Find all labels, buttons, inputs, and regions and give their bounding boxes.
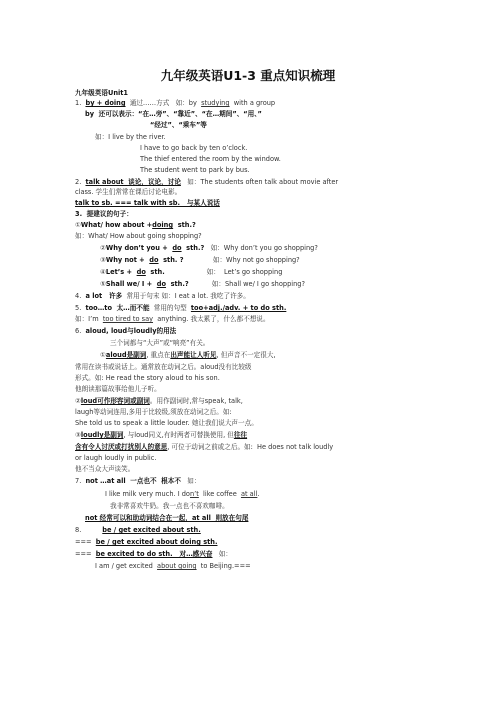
text-segment: I like milk very much. I do: [105, 490, 190, 498]
text-segment: 3. 提建议的句子：: [75, 210, 133, 218]
text-line: [0, 110, 496, 119]
text-segment: a lot 许多: [85, 292, 123, 300]
text-segment: do: [156, 280, 167, 288]
text-line: [0, 514, 496, 523]
text-line: [0, 408, 496, 417]
text-segment: ⑤: [100, 280, 106, 288]
text-line: [0, 166, 496, 175]
text-segment: 如：Why not go shopping?: [183, 256, 300, 264]
text-segment: 他不当众大声谈笑。: [75, 465, 135, 473]
text-segment: too+adj./adv. + to do sth.: [190, 304, 287, 312]
text-segment: or laugh loudly in public.: [75, 454, 157, 462]
text-segment: aloud是副词: [105, 351, 147, 359]
text-segment: 如：I live by the river.: [95, 133, 166, 141]
text-segment: She told us to speak a little louder. 她让我们说大声一点。: [75, 419, 258, 427]
text-segment: 出声能让人听见: [170, 351, 217, 359]
text-segment: 常用在读书或说话上。通常放在动词之后。aloud没有比较级: [75, 363, 252, 371]
text-segment: 4.: [75, 292, 86, 300]
text-line: [0, 562, 496, 571]
text-segment: , 但声音不一定很大,: [216, 351, 276, 359]
text-line: [0, 89, 496, 98]
text-segment: The thief entered the room by the window.: [140, 155, 281, 163]
text-segment: loud可作形容词或副词: [80, 397, 150, 405]
text-line: [0, 292, 496, 301]
text-segment: loudly是副词: [80, 431, 124, 439]
text-segment: class. 学生们常常在课后讨论电影。: [75, 188, 182, 196]
text-line: [0, 550, 496, 559]
text-segment: do: [136, 268, 146, 276]
text-segment: 如：Shall we/ I go shopping?: [188, 280, 305, 288]
text-line: [0, 443, 496, 452]
text-segment: 如：: [212, 550, 232, 558]
text-segment: 如： Let’s go shopping: [164, 268, 283, 276]
text-segment: ③: [100, 256, 106, 264]
text-line: [0, 397, 496, 406]
text-segment: sth. ?: [158, 256, 184, 264]
text-segment: 三个词都与“大声”或“响亮”有关。: [110, 339, 210, 347]
text-line: [0, 454, 496, 463]
text-segment: ①: [100, 351, 106, 359]
text-segment: 九年级英语Unit1: [75, 89, 129, 97]
text-segment: ②: [75, 397, 81, 405]
text-line: [0, 188, 496, 197]
text-segment: “经过”、“乘车”等: [150, 121, 207, 129]
text-line: [0, 199, 496, 208]
text-line: [0, 133, 496, 142]
text-segment: do: [149, 256, 159, 264]
text-segment: like coffee: [198, 490, 241, 498]
text-line: [0, 144, 496, 153]
text-segment: be excited to do sth. 对…感兴奋: [95, 550, 213, 558]
text-segment: laugh等动词连用,多用于比较级,须放在动词之后。如:: [75, 408, 232, 416]
text-line: [0, 155, 496, 164]
text-line: [0, 490, 496, 499]
text-line: [0, 268, 496, 277]
text-segment: not 经常可以和助动词结合在一起，at all 则放在句尾: [85, 514, 249, 522]
text-segment: 他朗读那篇故事给他儿子听。: [75, 385, 161, 393]
text-segment: Let’s +: [105, 268, 137, 276]
text-segment: ③: [75, 431, 81, 439]
text-segment: , 与loud同义,有时两者可替换使用, 但: [123, 431, 234, 439]
text-segment: too tired to say: [102, 315, 154, 323]
text-segment: 2.: [75, 178, 86, 186]
text-segment: What/ how about +: [80, 221, 153, 229]
text-segment: sth.?: [166, 280, 189, 288]
text-segment: Why not +: [105, 256, 150, 264]
text-line: [0, 304, 496, 313]
text-segment: 常用于句末 如：I eat a lot. 我吃了许多。: [122, 292, 250, 300]
text-segment: 通过……方式 如：by: [125, 99, 202, 107]
text-segment: do: [172, 244, 182, 252]
text-segment: with a group: [229, 99, 276, 107]
text-segment: 如：The students often talk about movie after: [180, 178, 339, 186]
text-segment: to Beijing.===: [196, 562, 251, 570]
text-segment: about going: [157, 562, 197, 570]
text-line: [0, 431, 496, 440]
text-segment: 如：Why don’t you go shopping?: [204, 244, 318, 252]
text-line: [0, 538, 496, 547]
text-segment: not …at all 一点也不 根本不: [85, 477, 181, 485]
text-segment: be / get excited about sth.: [102, 526, 201, 534]
text-segment: 往往: [233, 431, 248, 439]
text-segment: 如：What/ How about going shopping?: [75, 232, 202, 240]
text-line: [0, 256, 496, 265]
text-line: [0, 385, 496, 394]
text-segment: at all: [240, 490, 258, 498]
text-line: [0, 526, 496, 535]
text-segment: 。用作副词时,常与speak, talk,: [149, 397, 243, 405]
text-segment: sth.?: [173, 221, 196, 229]
text-segment: Shall we/ I +: [105, 280, 157, 288]
text-segment: 含有令人讨厌或打扰别人的意思: [75, 443, 168, 451]
text-line: [0, 178, 496, 187]
text-segment: The student went to park by bus.: [140, 166, 250, 174]
text-segment: 如：: [180, 477, 201, 485]
text-segment: be / get excited about doing sth.: [95, 538, 218, 546]
text-segment: ===: [75, 550, 96, 558]
text-segment: talk to sb. === talk with sb. 与某人说话: [75, 199, 220, 207]
text-segment: ②: [100, 244, 106, 252]
text-line: [0, 502, 496, 511]
text-segment: Why don’t you +: [105, 244, 173, 252]
text-line: [0, 244, 496, 253]
text-segment: talk about 谈论，议论，讨论: [85, 178, 181, 186]
text-segment: aloud, loud与loudly的用法: [85, 327, 177, 335]
text-line: [0, 374, 496, 383]
text-line: [0, 363, 496, 372]
text-line: [0, 99, 496, 108]
text-segment: too…to 太…而不能: [85, 304, 150, 312]
text-segment: by + doing: [85, 99, 126, 107]
text-segment: sth.?: [181, 244, 205, 252]
text-segment: , 重点在: [146, 351, 171, 359]
text-line: [0, 280, 496, 289]
text-segment: I have to go back by ten o’clock.: [140, 144, 248, 152]
text-line: [0, 419, 496, 428]
text-segment: ===: [75, 538, 96, 546]
text-segment: 6.: [75, 327, 86, 335]
text-segment: .: [257, 490, 260, 498]
text-line: [0, 210, 496, 219]
document-title: 九年级英语U1-3 重点知识梳理: [160, 68, 336, 83]
text-segment: 我非常喜欢牛奶。我一点也不喜欢咖啡。: [110, 502, 229, 510]
text-segment: 8.: [75, 526, 103, 534]
text-segment: 5.: [75, 304, 86, 312]
text-segment: I am / get excited: [95, 562, 158, 570]
text-line: [0, 232, 496, 241]
text-line: [0, 221, 496, 230]
text-segment: ④: [100, 268, 106, 276]
text-segment: sth.: [145, 268, 165, 276]
text-segment: 如：I’m: [75, 315, 103, 323]
text-segment: doing: [152, 221, 174, 229]
text-line: [0, 339, 496, 348]
text-segment: by 还可以表示：“在…旁”、“靠近”、“在…期间”、“用、”: [85, 110, 262, 118]
text-segment: 7.: [75, 477, 86, 485]
text-segment: 常用的句型: [149, 304, 191, 312]
text-line: [0, 465, 496, 474]
text-line: [0, 351, 496, 360]
text-line: [0, 477, 496, 486]
text-segment: 1.: [75, 99, 86, 107]
text-segment: anything. 我太累了，什么都不想说。: [153, 315, 270, 323]
text-segment: n’t: [189, 490, 199, 498]
text-segment: 形式。如: He read the story aloud to his son.: [75, 374, 220, 382]
text-line: [0, 121, 496, 130]
text-segment: , 可位于动词之前或之后。如: He does not talk loudly: [167, 443, 334, 451]
text-segment: ①: [75, 221, 81, 229]
text-line: [0, 315, 496, 324]
text-segment: studying: [201, 99, 230, 107]
text-line: [0, 327, 496, 336]
